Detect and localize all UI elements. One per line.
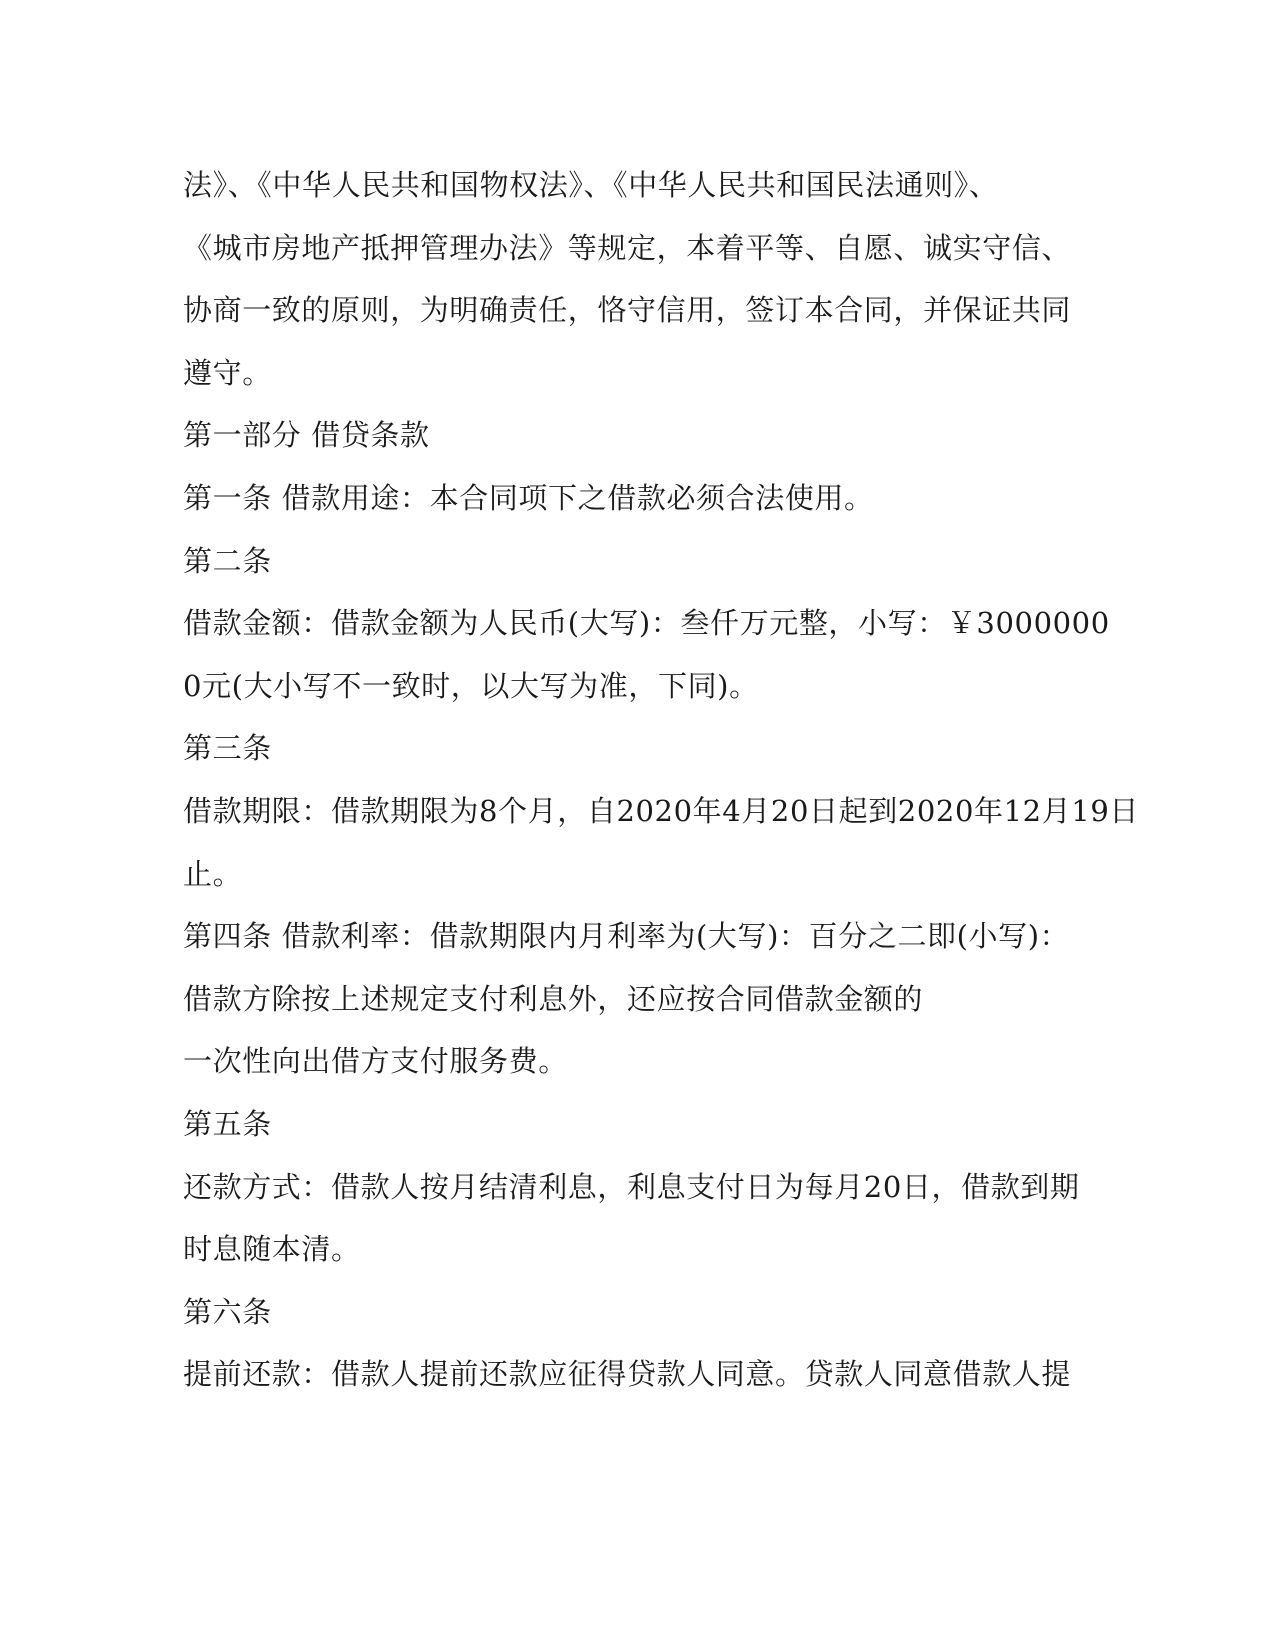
text-line: 法》、《中华人民共和国物权法》、《中华人民共和国民法通则》、 [183,168,999,202]
text-line: 止。 [183,856,243,891]
text-line: 第一条 借款用途：本合同项下之借款必须合法使用。 [183,480,874,515]
text-line: 一次性向出借方支付服务费。 [183,1044,568,1079]
article-heading: 第五条 [183,1106,272,1141]
contract-text [183,160,1140,1412]
article-heading: 第二条 [183,543,272,578]
text-line: 提前还款：借款人提前还款应征得贷款人同意。贷款人同意借款人提 [183,1357,1072,1392]
article-heading: 第六条 [183,1294,272,1329]
text-line: 0元(大小写不一致时，以大写为准，下同)。 [183,668,759,703]
text-line: 借款方除按上述规定支付利息外，还应按合同借款金额的 [183,981,924,1016]
text-line: 借款期限：借款期限为8个月，自2020年4月20日起到2020年12月19日 [183,793,1140,828]
text-line: 遵守。 [183,355,272,390]
text-line: 协商一致的原则，为明确责任，恪守信用，签订本合同，并保证共同 [183,293,1072,328]
article-heading: 第三条 [183,731,272,766]
text-line: 第四条 借款利率：借款期限内月利率为(大写)：百分之二即(小写)： [183,919,1070,954]
text-line: 时息随本清。 [183,1232,361,1267]
text-line: 还款方式：借款人按月结清利息，利息支付日为每月20日，借款到期 [183,1169,1080,1204]
text-line: 《城市房地产抵押管理办法》等规定，本着平等、自愿、诚实守信、 [183,230,1072,265]
text-line: 借款金额：借款金额为人民币(大写)：叁仟万元整，小写：￥3000000 [183,606,1110,641]
section-heading: 第一部分 借贷条款 [183,418,430,453]
